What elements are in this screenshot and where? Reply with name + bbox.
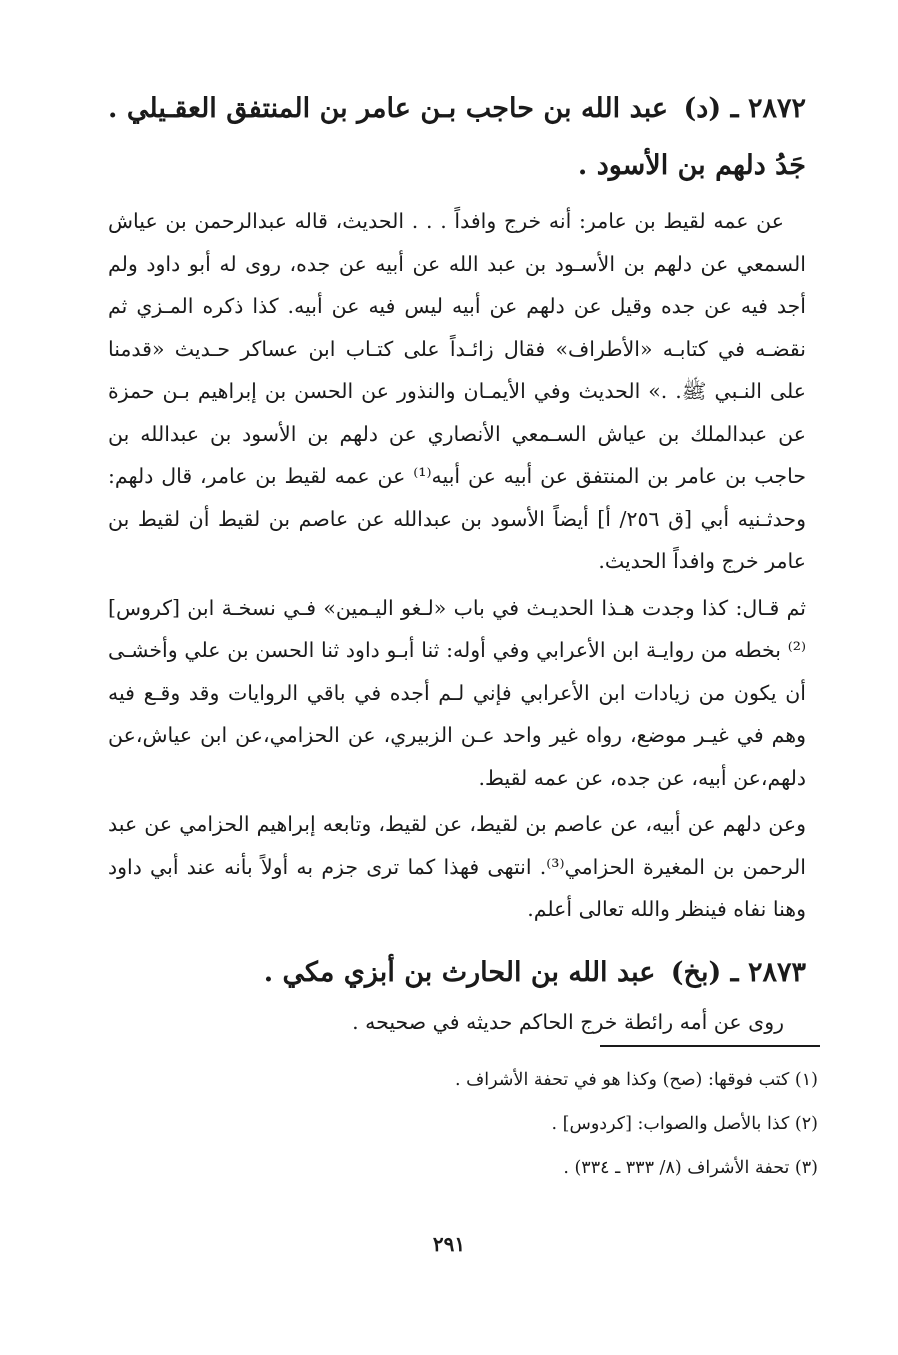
footnote-1: (١) كتب فوقها: (صح) وكذا هو في تحفة الأشراف . (455, 1070, 818, 1090)
entry-2873-title: عبد الله بن الحارث بن أبزي مكي . (263, 956, 656, 988)
entry-2872-title: عبد الله بن حاجب بـن عامر بن المنتفق العقـيلي . جَدُ دلهم بن الأسود . (108, 93, 806, 181)
entry-2872-number: ٢٨٧٢ ـ (د) (683, 93, 806, 124)
footnote-3: (٣) تحفة الأشراف (٨/ ٣٣٣ ـ ٣٣٤) . (563, 1158, 818, 1178)
paragraph-3: وعن دلهم عن أبيه، عن عاصم بن لقيط، عن لقيط، وتابعه إبراهيم الحزامي عن عبد الرحمن بن المغيرة الحزامي⁽³⁾. انتهى فهذا كما ترى جزم به أولاً بأنه عند أبي داود وهنا نفاه فينظر والله تعالى أعلم. (108, 812, 806, 921)
footnotes (300, 1058, 818, 1190)
paragraph-2: ثم قـال: كذا وجدت هـذا الحديـث في باب «لـغو اليـمين» فـي نسخـة ابن [كروس]⁽²⁾ بخطه من روايـة ابن الأعرابي وفي أوله: ثنا أبـو داود ثنا الحسن بن علي وأخشـى أن يكون من زيادات ابن الأعرابي فإني لـم أجده في باقي الروايات وقد وقـع فيه وهم في غيـر موضع، رواه غير واحد عـن الزبيري، عن الحزامي،عن ابن عياش،عن دلهم،عن أبيه، عن جده، عن عمه لقيط. (108, 595, 806, 790)
entry-2873-text: روى عن أمه رائطة خرج الحاكم حديثه في صحيحه . (352, 1009, 784, 1034)
footnote-divider (600, 1045, 820, 1047)
entry-2873-heading (108, 945, 806, 1001)
entry-2872-heading (108, 80, 806, 194)
footnote-2: (٢) كذا بالأصل والصواب: [كردوس] . (551, 1114, 818, 1134)
main-text (108, 80, 806, 1043)
entry-2873-number: ٢٨٧٣ ـ (بخ) (670, 956, 806, 988)
page-number: ٢٩١ (432, 1232, 466, 1256)
paragraph-1: عن عمه لقيط بن عامر: أنه خرج وافداً . . . الحديث، قاله عبدالرحمن بن عياش السمعي عن دلهم بن الأسـود بن عبد الله عن أبيه عن جده، روى له أبو داود ولم أجد فيه عن جده وقيل عن دلهم عن أبيه ليس فيه عن أبيه. كذا ذكره المـزي ثم نقضـه في كتابـه «الأطراف» فقال زائـداً على كتـاب ابن عساكر حـديث «قدمنا على النـبي ﷺ. .» الحديث وفي الأيمـان والنذور عن الحسن بن إبراهيم بـن حمزة عن عبدالملك بن عياش السـمعي الأنصاري عن دلهم بن الأسود بن عبدالله بن حاجب بن عامر بن المنتفق عن أبيه عن أبيه⁽¹⁾ عن عمه لقيط بن عامر، قال دلهم: وحدثـنيه أبي [ق ٢٥٦/ أ] أيضاً الأسود بن عبدالله عن عاصم بن لقيط أن لقيط بن عامر خرج وافداً الحديث. (108, 209, 806, 573)
